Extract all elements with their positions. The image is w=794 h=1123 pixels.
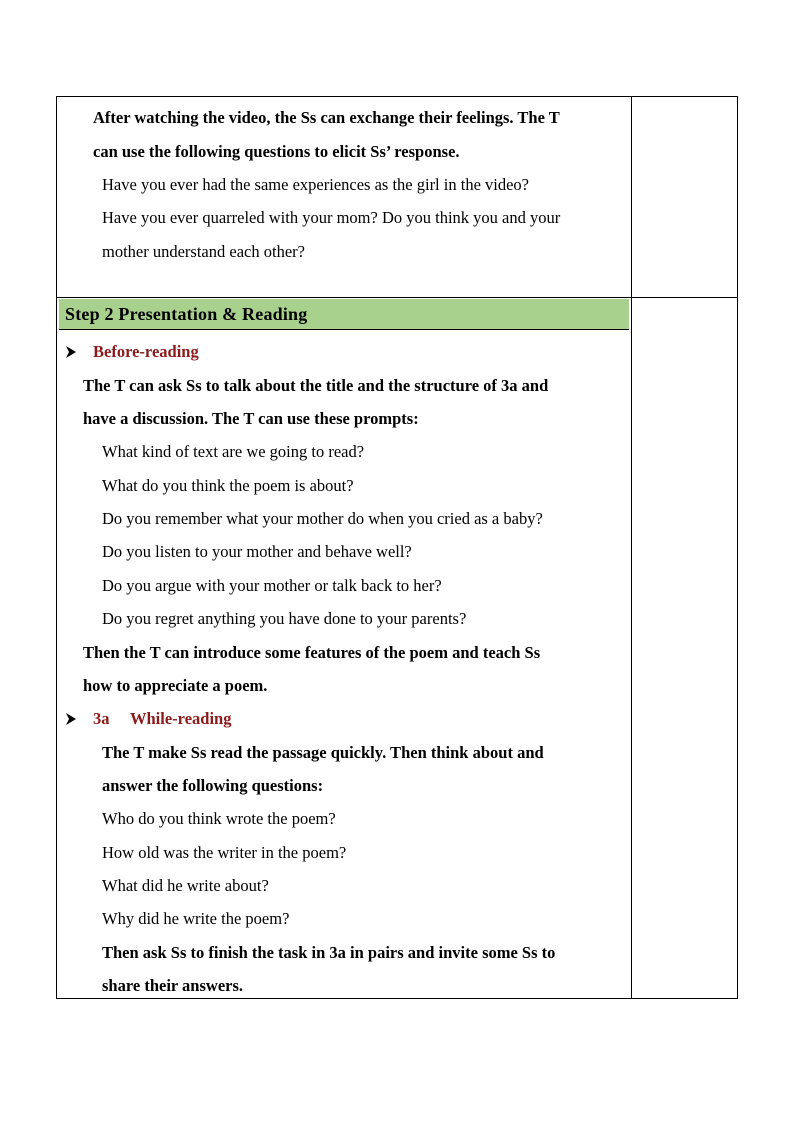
prompt-item: Do you argue with your mother or talk back to her? [102,576,442,595]
column-divider [631,97,632,998]
prompt-item: Do you remember what your mother do when you cried as a baby? [102,509,543,528]
while-reading-instruction: answer the following questions: [102,776,324,795]
arrow-bullet-icon [64,345,78,359]
while-reading-instruction: The T make Ss read the passage quickly. Then think about and [102,743,544,762]
while-reading-heading: While-reading [130,709,232,728]
task-text: Then ask Ss to finish the task in 3a in pairs and invite some Ss to [102,943,556,962]
step-header [59,299,629,330]
step-title: Step 2 Presentation & Reading [65,304,308,324]
reading-question: Why did he write the poem? [102,909,290,928]
before-reading-heading: Before-reading [93,342,199,361]
prompt-item: What do you think the poem is about? [102,476,354,495]
intro-question: mother understand each other? [102,242,305,261]
intro-question: Have you ever had the same experiences as the girl in the video? [102,175,529,194]
reading-question: What did he write about? [102,876,269,895]
prompt-item: Do you regret anything you have done to your parents? [102,609,467,628]
reading-question: Who do you think wrote the poem? [102,809,336,828]
intro-question: Have you ever quarreled with your mom? Do you think you and your [102,208,561,227]
lesson-plan-table [56,96,738,999]
intro-text-line: After watching the video, the Ss can exchange their feelings. The T [93,108,560,127]
followup-text: Then the T can introduce some features of the poem and teach Ss [83,643,541,662]
task-text: share their answers. [102,976,244,995]
before-reading-instruction: The T can ask Ss to talk about the title and the structure of 3a and [83,376,549,395]
prompt-item: Do you listen to your mother and behave well? [102,542,412,561]
arrow-bullet-icon [64,712,78,726]
followup-text: how to appreciate a poem. [83,676,268,695]
row-divider [57,297,737,298]
before-reading-instruction: have a discussion. The T can use these prompts: [83,409,419,428]
intro-text-line: can use the following questions to elicit Ss’ response. [93,142,460,161]
while-reading-label: 3a [93,709,110,728]
prompt-item: What kind of text are we going to read? [102,442,365,461]
reading-question: How old was the writer in the poem? [102,843,347,862]
